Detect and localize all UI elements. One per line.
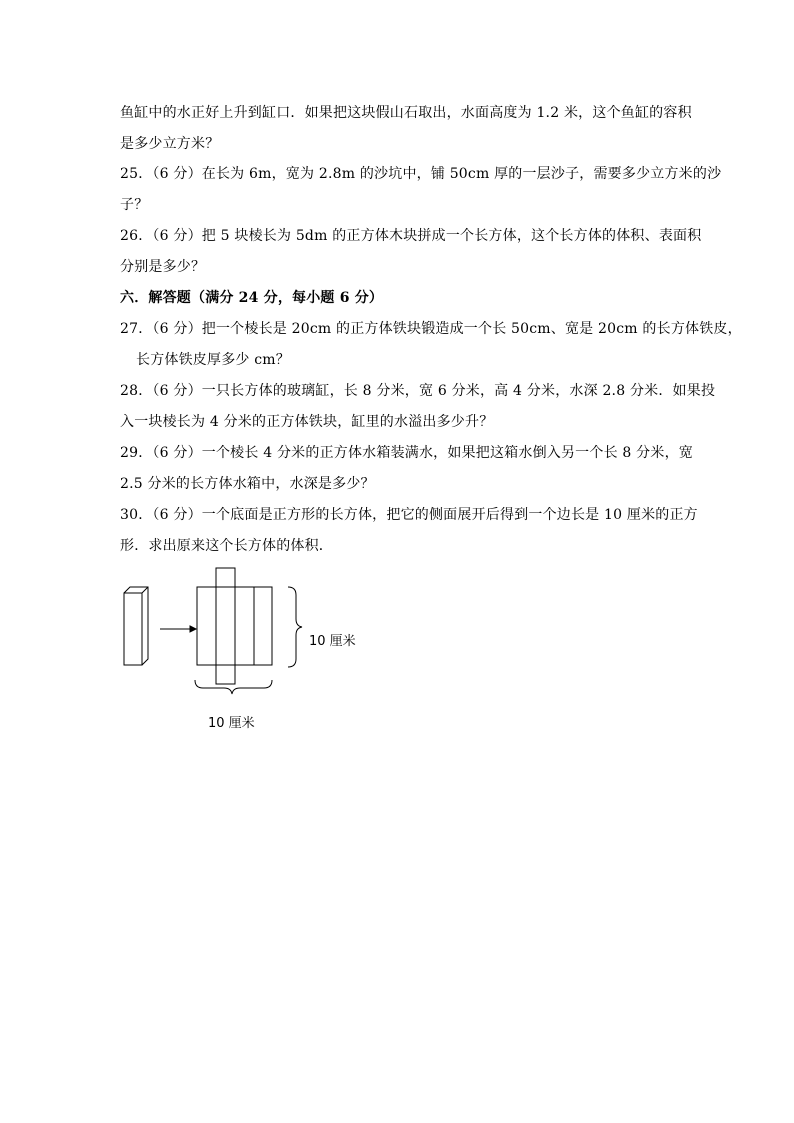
question-27-cont: 长方体铁皮厚多少 cm？ (136, 352, 290, 368)
question-26-cont: 分别是多少？ (120, 259, 206, 275)
bottom-brace (195, 680, 272, 694)
question-25: 25．（6 分）在长为 6m，宽为 2.8m 的沙坑中，铺 50cm 厚的一层沙子，需要多少立方米的沙 (120, 166, 722, 182)
question-28-cont: 入一块棱长为 4 分米的正方体铁块，缸里的水溢出多少升？ (120, 414, 494, 430)
width-label: 10 厘米 (208, 716, 255, 731)
height-label: 10 厘米 (309, 634, 356, 649)
section-heading: 六．解答题（满分 24 分，每小题 6 分） (120, 290, 384, 306)
question-26: 26．（6 分）把 5 块棱长为 5dm 的正方体木块拼成一个长方体，这个长方体的体积、表面积 (120, 228, 702, 244)
question-27: 27．（6 分）把一个棱长是 20cm 的正方体铁块锻造成一个长 50cm、宽是 20cm 的长方体铁皮， (120, 321, 742, 337)
arrow-drawing (160, 626, 196, 632)
question-30: 30．（6 分）一个底面是正方形的长方体，把它的侧面展开后得到一个边长是 10 厘米的正方 (120, 507, 698, 523)
cuboid-drawing (124, 587, 148, 665)
question-29-cont: 2.5 分米的长方体水箱中，水深是多少？ (120, 476, 375, 492)
question-30-cont: 形．求出原来这个长方体的体积． (120, 538, 333, 554)
unfolding-figure (110, 560, 370, 740)
net-drawing (197, 568, 272, 684)
text-line-1: 鱼缸中的水正好上升到缸口．如果把这块假山石取出，水面高度为 1.2 米，这个鱼缸的容积 (120, 105, 692, 121)
right-brace (288, 587, 302, 667)
question-28: 28．（6 分）一只长方体的玻璃缸，长 8 分米，宽 6 分米，高 4 分米，水深 2.8 分米．如果投 (120, 383, 716, 399)
question-29: 29．（6 分）一个棱长 4 分米的正方体水箱装满水，如果把这箱水倒入另一个长 8 分米，宽 (120, 445, 693, 461)
text-line-2: 是多少立方米？ (120, 136, 220, 152)
question-25-cont: 子？ (120, 197, 149, 213)
